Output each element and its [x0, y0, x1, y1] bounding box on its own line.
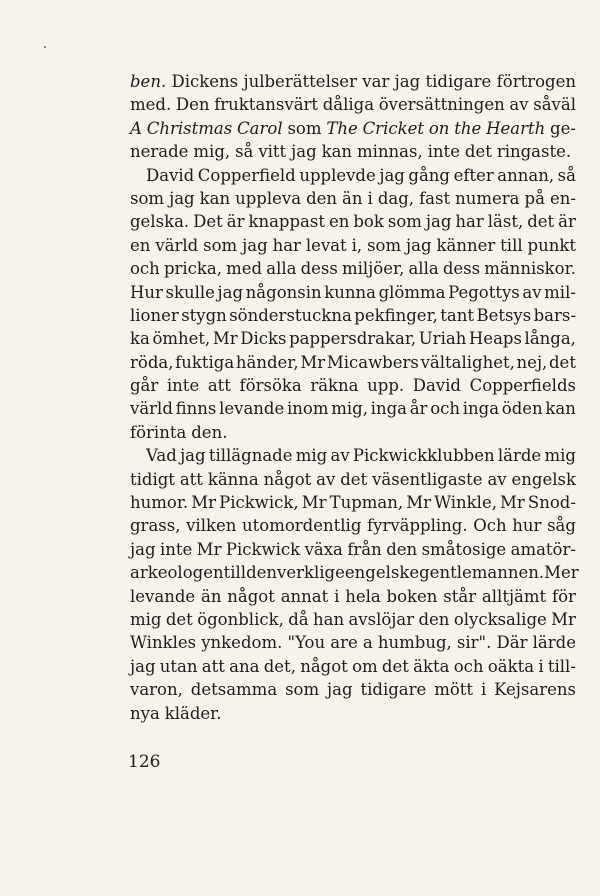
word: miljöer, [341, 259, 405, 279]
word: knappast [248, 212, 325, 232]
word: David [146, 165, 195, 185]
word: en- [549, 188, 576, 208]
word: det [549, 352, 576, 372]
body-text [130, 70, 579, 725]
word: annat [280, 586, 329, 606]
word: den [306, 188, 338, 208]
word: stygn [181, 305, 227, 325]
word: sönderstuckna [229, 305, 352, 325]
word: händer, [235, 352, 299, 372]
word: tillägnade [208, 446, 293, 466]
word: Den [175, 95, 210, 115]
word: Mr [191, 493, 217, 513]
word: det [527, 212, 555, 232]
text-line [130, 514, 576, 537]
word: levande [219, 399, 285, 419]
word: ben. [130, 72, 167, 91]
word: långa, [524, 329, 576, 349]
text-line [130, 93, 576, 116]
word: öden [501, 399, 543, 419]
word: från [347, 539, 382, 559]
word: en [130, 235, 151, 255]
page-number: 126 [128, 752, 161, 772]
text-line [130, 491, 576, 514]
text-line [130, 257, 576, 280]
word: mig [130, 609, 162, 629]
word: till- [547, 656, 576, 676]
word: som [203, 235, 238, 255]
word: jag [169, 188, 195, 208]
text-line [130, 631, 576, 654]
word: Pickwick [225, 539, 301, 559]
word: någonsin [245, 282, 322, 302]
word: Betsys [476, 305, 532, 325]
word: Kejsarens [494, 680, 576, 700]
word: tidigt [130, 469, 175, 489]
word: Mer [544, 563, 579, 583]
word: bars- [533, 305, 576, 325]
word: av [330, 446, 350, 466]
word: jag [242, 235, 268, 255]
word: Mr [500, 493, 525, 513]
word: förinta [130, 422, 187, 442]
word: att [179, 469, 203, 489]
word: småtosige [421, 539, 507, 559]
word: sir". [456, 633, 492, 653]
word: olycksalige [453, 609, 547, 629]
word: som [130, 188, 165, 208]
word: minnas, [356, 142, 423, 162]
word: ögonblick, [197, 609, 284, 629]
text-line [130, 327, 576, 350]
word: Där [496, 633, 528, 653]
text-line [130, 608, 576, 631]
word: kunna [324, 282, 376, 302]
word: ana [229, 656, 260, 676]
word: jag [379, 165, 405, 185]
word: människor. [484, 259, 576, 279]
word: av [316, 469, 336, 489]
word: pappersdrakar, [289, 329, 417, 349]
word: av [487, 469, 507, 489]
word: av [509, 95, 529, 115]
word: att [201, 656, 225, 676]
word: har [272, 235, 301, 255]
word: on [428, 118, 450, 138]
word: går [130, 376, 159, 396]
word: värld [130, 399, 173, 419]
word: i, [351, 235, 363, 255]
word: ka [130, 329, 150, 349]
word: mig, [331, 399, 368, 419]
word: pekfinger, [354, 305, 438, 325]
word: ge- [550, 118, 576, 138]
word: jag [425, 212, 452, 232]
word: upplevde [299, 165, 376, 185]
word: annan, [497, 165, 555, 185]
word: hela [345, 586, 381, 606]
word: är [558, 212, 576, 232]
word: engelske [344, 563, 420, 583]
word: Cricket [362, 118, 424, 138]
word: vitt [258, 142, 287, 162]
word: står [443, 586, 477, 606]
word: något [263, 469, 312, 489]
word: som [367, 235, 402, 255]
word: boken [386, 586, 438, 606]
word: lärde [497, 446, 542, 466]
word: Tupman, [329, 493, 404, 513]
word: alltjämt [481, 586, 547, 606]
word: numera [455, 188, 520, 208]
word: något [300, 656, 348, 676]
word: den. [191, 422, 228, 442]
text-line [130, 117, 576, 140]
word: Copperfields [469, 376, 576, 396]
text-line [130, 397, 576, 420]
word: till [223, 563, 247, 583]
word: inte [166, 376, 200, 396]
word: så [557, 165, 576, 185]
word: varon, [130, 680, 183, 700]
word: röda, [130, 352, 174, 372]
word: något [227, 586, 275, 606]
word: Mr [212, 329, 238, 349]
word: skulle [165, 282, 215, 302]
word: den [418, 609, 450, 629]
text-line [130, 164, 576, 187]
word: var [362, 72, 390, 91]
word: efter [453, 165, 494, 185]
word: Pickwickklubben [352, 446, 495, 466]
word: mil- [544, 282, 576, 302]
word: Pickwick, [219, 493, 299, 513]
word: det, [263, 656, 296, 676]
word: för [552, 586, 576, 606]
word: Winkle, [434, 493, 497, 513]
word: Och [473, 516, 507, 536]
word: kan [321, 142, 353, 162]
word: såväl [533, 95, 576, 115]
word: tidigare [425, 72, 492, 91]
word: finns [175, 399, 217, 419]
word: jag [180, 446, 206, 466]
text-line [130, 140, 576, 163]
text-line [130, 304, 576, 327]
word: dess [442, 259, 481, 279]
word: försöka [239, 376, 302, 396]
word: avslöjar [348, 609, 415, 629]
word: Snod- [527, 493, 576, 513]
word: år [409, 399, 428, 419]
word: är [226, 212, 245, 232]
word: än [200, 586, 222, 606]
word: värld [155, 235, 199, 255]
word: a [362, 633, 373, 653]
word: Hur [130, 282, 163, 302]
word: Copperfield [197, 165, 296, 185]
text-line [130, 585, 576, 608]
word: jag [130, 539, 156, 559]
word: fyrväppling. [367, 516, 468, 536]
text-line [130, 538, 576, 561]
word: gentlemannen. [419, 563, 545, 583]
text-line [130, 374, 576, 397]
word: glömma [378, 282, 446, 302]
word: Vad [146, 446, 177, 466]
word: det [381, 656, 409, 676]
word: tidigare [360, 680, 427, 700]
word: läst, [487, 212, 524, 232]
word: mig [295, 446, 328, 466]
word: kläder. [164, 703, 222, 723]
word: till [500, 235, 523, 255]
word: the [454, 118, 482, 138]
word: fuktiga [175, 352, 235, 372]
word: dag, [377, 188, 415, 208]
text-line [130, 421, 576, 444]
word: levande [130, 586, 196, 606]
word: arkeologen [130, 563, 224, 583]
word: vältalighet, [420, 352, 515, 372]
word: jag [130, 656, 156, 676]
word: gelska. [130, 212, 190, 232]
word: han [312, 609, 345, 629]
word: grass, [130, 516, 181, 536]
word: än [342, 188, 363, 208]
word: jag [291, 142, 317, 162]
word: jag [394, 72, 421, 91]
print-speck [44, 46, 46, 48]
word: som [287, 118, 322, 138]
word: såg [547, 516, 576, 536]
word: Dickens [171, 72, 239, 91]
word: nerade [130, 142, 189, 162]
word: den [246, 563, 278, 583]
word: mig [544, 446, 576, 466]
text-line [130, 468, 576, 491]
word: översättningen [378, 95, 505, 115]
word: Carol [237, 118, 283, 138]
word: med [226, 259, 263, 279]
word: verklige [277, 563, 345, 583]
text-line [130, 210, 576, 233]
word: Uriah [418, 329, 467, 349]
word: uppleva [235, 188, 302, 208]
word: med. [130, 95, 172, 115]
word: are [330, 633, 358, 653]
word: "You [287, 633, 326, 653]
word: detsamma [190, 680, 278, 700]
word: nya [130, 703, 160, 723]
word: i [538, 656, 544, 676]
word: Det [193, 212, 223, 232]
word: som [285, 680, 320, 700]
word: lärde [532, 633, 576, 653]
word: utomordentlig [242, 516, 362, 536]
word: pricka, [163, 259, 222, 279]
word: ynkedom. [201, 633, 283, 653]
word: det [340, 469, 368, 489]
word: Pegottys [448, 282, 520, 302]
word: som [387, 212, 422, 232]
word: humor. [130, 493, 189, 513]
word: Mr [301, 493, 327, 513]
word: humbug, [377, 633, 452, 653]
word: oäkta [487, 656, 535, 676]
word: Christmas [146, 118, 233, 138]
word: engelsk [511, 469, 576, 489]
word: David [412, 376, 461, 396]
word: mött [434, 680, 474, 700]
word: Mr [300, 352, 326, 372]
word: och [430, 399, 460, 419]
word: ömhet, [152, 329, 211, 349]
text-line [130, 187, 576, 210]
text-line [130, 281, 576, 304]
word: dåliga [322, 95, 375, 115]
word: räkna [310, 376, 359, 396]
word: en [328, 212, 350, 232]
word: och [130, 259, 160, 279]
word: Mr [551, 609, 576, 629]
word: bok [353, 212, 384, 232]
word: fast [419, 188, 451, 208]
text-line [130, 234, 576, 257]
text-line [130, 561, 579, 584]
word: känner [436, 235, 496, 255]
word: att [207, 376, 231, 396]
word: levat [305, 235, 347, 255]
word: växa [304, 539, 343, 559]
word: i [480, 680, 487, 700]
word: The [326, 118, 358, 138]
word: inom [286, 399, 329, 419]
word: den [386, 539, 418, 559]
word: av [522, 282, 542, 302]
word: Hearth [486, 118, 546, 138]
word: jag [406, 235, 432, 255]
word: så [235, 142, 254, 162]
word: Heaps [468, 329, 522, 349]
text-line [130, 655, 576, 678]
word: det [464, 142, 492, 162]
word: julberättelser [243, 72, 357, 91]
text-line [130, 70, 576, 93]
word: har [455, 212, 484, 232]
word: upp. [367, 376, 405, 396]
word: A [130, 118, 142, 138]
word: på [524, 188, 545, 208]
word: om [352, 656, 378, 676]
word: ringaste. [496, 142, 572, 162]
word: gång [408, 165, 450, 185]
word: tant [440, 305, 475, 325]
word: i [334, 586, 340, 606]
word: kan [545, 399, 576, 419]
word: inte [159, 539, 193, 559]
text-line [130, 351, 576, 374]
word: och [453, 656, 484, 676]
word: inga [370, 399, 407, 419]
word: inte [427, 142, 460, 162]
word: Micawbers [326, 352, 419, 372]
word: Mr [406, 493, 432, 513]
word: Dicks [240, 329, 287, 349]
word: inga [462, 399, 500, 419]
word: amatör- [510, 539, 576, 559]
text-line [130, 444, 576, 467]
word: äkta [413, 656, 450, 676]
word: hur [512, 516, 542, 536]
text-line [130, 702, 576, 725]
word: alla [408, 259, 439, 279]
word: det [165, 609, 193, 629]
word: dess [300, 259, 338, 279]
word: utan [159, 656, 198, 676]
word: vilken [186, 516, 237, 536]
word: mig, [193, 142, 231, 162]
text-line [130, 678, 576, 701]
word: i [367, 188, 373, 208]
word: Winkles [130, 633, 197, 653]
word: punkt [527, 235, 576, 255]
word: lioner [130, 305, 179, 325]
word: förtrogen [496, 72, 576, 91]
word: alla [266, 259, 297, 279]
word: väsentligaste [372, 469, 483, 489]
word: känna [207, 469, 259, 489]
word: då [288, 609, 309, 629]
word: nej, [516, 352, 548, 372]
word: jag [217, 282, 244, 302]
word: jag [327, 680, 353, 700]
word: kan [199, 188, 231, 208]
word: Mr [196, 539, 222, 559]
word: fruktansvärt [214, 95, 319, 115]
